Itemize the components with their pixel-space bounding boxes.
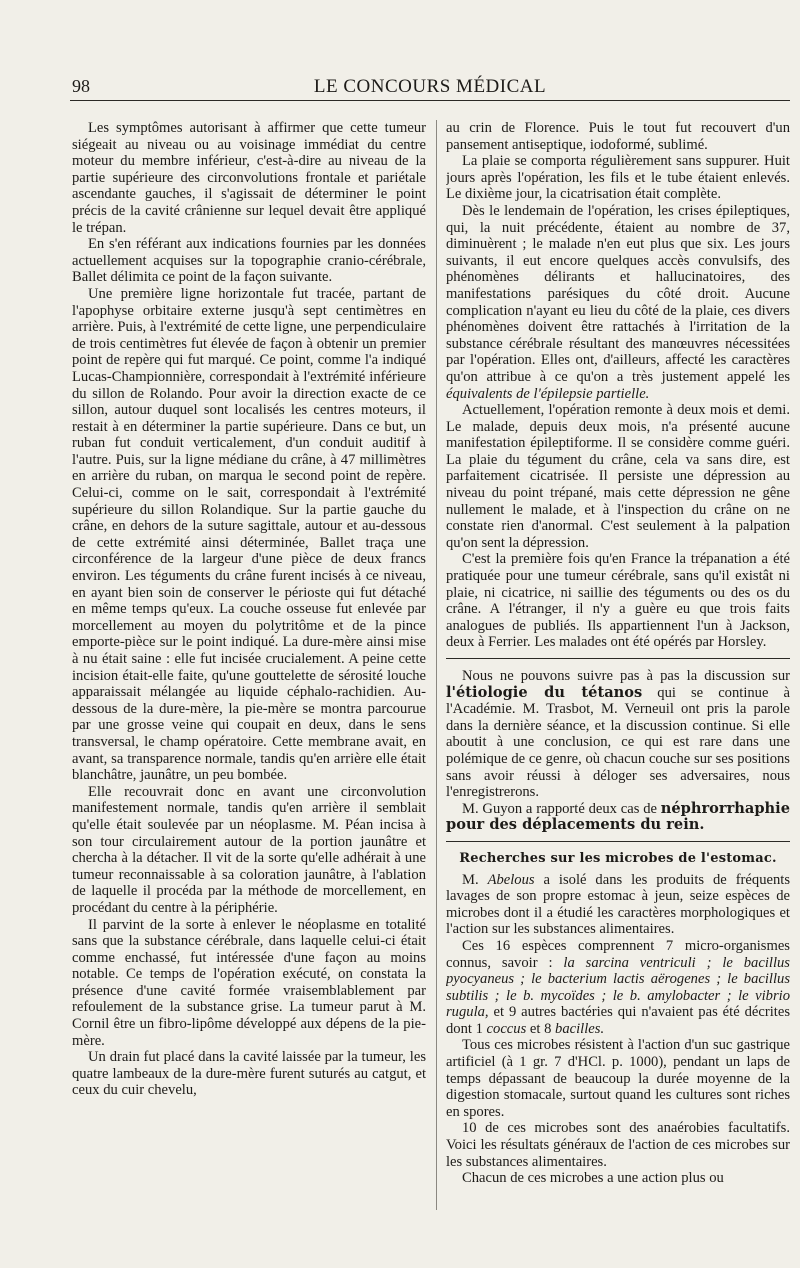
page-header — [72, 74, 788, 100]
paragraph-text: a isolé dans les produits de fréquents lavages de son propre estomac à jeun, seize espèces de microbes dont il a étudié les caractères morphologiques et l'action sur les substances alimentaires. — [446, 871, 790, 938]
paragraph: Un drain fut placé dans la cavité laissée par la tumeur, les quatre lambeaux de la dure-mère furent suturés au catgut, et ceux du cuir chevelu, — [72, 1049, 426, 1099]
paragraph — [446, 203, 790, 402]
section-heading: Recherches sur les microbes de l'estomac. — [459, 850, 777, 866]
paragraph: Elle recouvrait donc en avant une circonvolution manifestement normale, tandis qu'en arrière il semblait qu'elle était soulevée par un néoplasme. M. Péan incisa à son tour circulairement autour de la portion jaunâtre et chercha à la détacher. Il vit de la sorte qu'elle adhérait à une tumeur reconnaissable à sa coloration jaunâtre, à l'ablation de laquelle il procéda par la méthode de morcellement, en procédant du centre à la périphérie. — [72, 783, 426, 916]
paragraph-text: M. Guyon a rapporté deux cas de — [462, 800, 661, 817]
paragraph: C'est la première fois qu'en France la trépanation a été pratiquée pour une tumeur cérébrale, sans qu'il existât ni plaie, ni cicatrice, ni saillie des téguments ou des os du crâne. A l'étranger, il n'y a guère eu que trois faits analogues de publiés. Ils appartiennent l'un à Jackson, deux à Ferrier. Les malades ont été opérés par Horsley. — [446, 551, 790, 651]
paragraph-text: et 9 autres bactéries qui n'avaient pas été décrites dont 1 — [446, 1004, 790, 1037]
right-column — [446, 120, 790, 1232]
paragraph — [446, 668, 790, 801]
italic-text: coccus — [486, 1020, 527, 1037]
running-title: LE CONCOURS MÉDICAL — [313, 76, 547, 97]
section-rule — [446, 841, 790, 842]
paragraph: En s'en référant aux indications fournies par les données actuellement acquises sur la topographie cranio-cérébrale, Ballet délimita ce point de la façon suivante. — [72, 236, 426, 286]
paragraph: Tous ces microbes résistent à l'action d'un suc gastrique artificiel (à 1 gr. 7 d'HCl. p. 1000), pendant un laps de temps dépassant de beaucoup la durée moyenne de la digestion stomacale, surtout quand les cultures sont riches en spores. — [446, 1037, 790, 1120]
paragraph: Il parvint de la sorte à enlever le néoplasme en totalité sans que la substance cérébrale, dans laquelle celui-ci était comme enchassé, fut intéressée d'une façon au moins notable. Ce temps de l'opération exécuté, on constata la présence d'une cavité formée vraisemblablement par refoulement de la substance grise. La tumeur parut à M. Cornil être un fibro-lipôme développé aux dépens de la pie-mère. — [72, 916, 426, 1049]
bold-topic: néphrorrhaphie pour des déplacements du rein. — [446, 799, 790, 834]
paragraph — [446, 801, 790, 834]
paragraph — [446, 872, 790, 938]
paragraph-text: qui se continue à l'Académie. M. Trasbot, M. Verneuil ont pris la parole dans la dernière séance, et la discussion continue. Si elle aboutit à une conclusion, ce qui est rare dans une polémique de ce genre, où chacun couche sur ses positions sans avoir réussi à déloger ses adversaires, nous l'enregistrerons. — [446, 684, 790, 801]
italic-text: bacilles. — [555, 1020, 605, 1037]
italic-text: Abelous — [487, 871, 535, 888]
left-column — [72, 120, 426, 1232]
paragraph-text: Ces 16 espèces comprennent 7 micro-organismes connus, savoir : — [446, 937, 790, 971]
paragraph — [446, 938, 790, 1038]
page-number: 98 — [72, 76, 90, 96]
bold-topic: l'étiologie du tétanos — [446, 683, 643, 701]
column-divider — [436, 120, 437, 1210]
paragraph: Chacun de ces microbes a une action plus ou — [462, 1170, 724, 1187]
paragraph: au crin de Florence. Puis le tout fut recouvert d'un pansement antiseptique, iodoformé, sublimé. — [446, 120, 790, 153]
paragraph-text: Dès le lendemain de l'opération, les crises épileptiques, qui, la nuit précédente, étaient au nombre de 37, diminuèrent ; le malade n'en eut plus que six. Les jours suivants, il eut encore quelques accès convulsifs, des phénomènes délirants et hallucinatoires, des manifestations parésiques du côté droit. Aucune complication n'ayant eu lieu du côté de la plaie, ces divers phénomènes doivent être rattachés à l'irritation de la substance cérébrale résultant des manœuvres nécessitées par l'opération. Elles ont, d'ailleurs, affecté les caractères qu'on attribue à ce qu'on a très justement appelé les — [446, 202, 790, 385]
section-rule — [446, 658, 790, 659]
paragraph: Une première ligne horizontale fut tracée, partant de l'apophyse orbitaire externe jusqu'à sept centimètres en arrière. Puis, à l'extrémité de cette ligne, une perpendiculaire de trois centimètres fut élevée de façon à obtenir un premier point de repère qui fut marqué. Ce point, comme l'a indiqué Lucas-Championnière, correspondait à l'extrémité inférieure du sillon de Rolando. Pour avoir la direction exacte de ce sillon, autour duquel sont localisés les centres moteurs, il restait à en déterminer la partie supérieure. Dans ce but, un ruban fut conduit verticalement, d'un conduit auditif à l'autre. Puis, sur la ligne médiane du crâne, à 47 millimètres en arrière du ruban, on marqua le second point de repère. Celui-ci, comme on le sait, correspondait à l'extrémité supérieure du sillon Rolandique. Sur la partie gauche du crâne, en dehors de la suture sagittale, autour et au-dessous de cette extrémité ainsi déterminée, Ballet traça une circonférence de la largeur d'une pièce de deux francs environ. Les téguments du crâne furent incisés à ce niveau, en ayant bien soin de conserver le périoste qui fut détaché en même temps qu'eux. La couche osseuse fut enlevée par morcellement au moyen du polytritôme et de la pince emporte-pièce sur le point indiqué. La dure-mère ainsi mise à nu était saine : elle fut incisée crucialement. A peine cette incision était-elle faite, qu'une gouttelette de sérosité louche apparaissait mélangée au liquide céphalo-rachidien. Au-dessous de la dure-mère, la pie-mère se montra parcourue par une grosse veine qui coupait en deux, dans le sens transversal, le champ opératoire. Cette membrane avait, en avant, sa transparence normale, tandis qu'en arrière elle était blanchâtre, jaunâtre, un peu bombée. — [72, 285, 426, 784]
paragraph-text: Nous ne pouvons suivre pas à pas la discussion sur — [462, 668, 790, 684]
paragraph: La plaie se comporta régulièrement sans suppurer. Huit jours après l'opération, les fils et le tube étaient enlevés. Le dixième jour, la cicatrisation était complète. — [446, 153, 790, 203]
paragraph-text: M. — [462, 871, 488, 888]
paragraph-text: et 8 — [526, 1020, 556, 1037]
paragraph: Actuellement, l'opération remonte à deux mois et demi. Le malade, depuis deux mois, n'a présenté aucune manifestation épileptiforme. Il se considère comme guéri. La plaie du tégument du crâne, cela va sans dire, est parfaitement cicatrisée. Il persiste une dépression au niveau du point trépané, mais cette dépression ne gêne nullement le malade, et à l'inspection du crâne on ne constate rien d'anormal. C'est seulement à la palpation qu'on sent la dépression. — [446, 402, 790, 551]
paragraph: Les symptômes autorisant à affirmer que cette tumeur siégeait au niveau ou au voisinage immédiat du centre moteur du membre inférieur, c'est-à-dire au niveau de la partie supérieure des circonvolutions frontale et pariétale ascendante gauches, il s'agissait de déterminer le point précis de la cavité crânienne sur lequel devait être appliqué le trépan. — [72, 120, 426, 236]
italic-text: la sarcina ventriculi ; le bacillus pyocyaneus ; le bacterium lactis aërogenes ; le bacillus subtilis ; le b. mycoïdes ; le b. amylobacter ; le vibrio rugula, — [446, 954, 790, 1021]
paragraph: 10 de ces microbes sont des anaérobies facultatifs. Voici les résultats généraux de l'action de ces microbes sur les substances alimentaires. — [446, 1120, 790, 1170]
header-rule — [70, 100, 790, 101]
italic-text: équivalents de l'épilepsie partielle. — [446, 385, 650, 402]
